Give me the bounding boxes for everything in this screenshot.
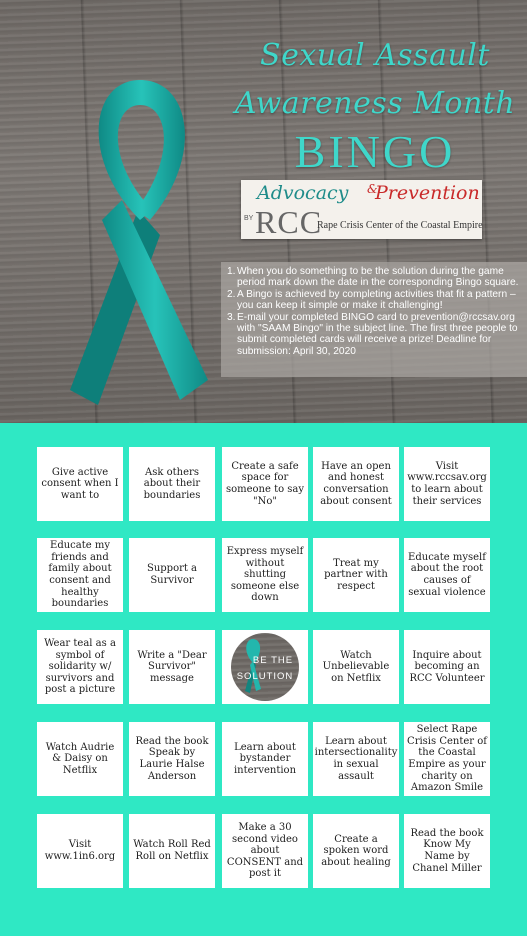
bingo-cell <box>129 814 215 888</box>
bingo-cell-text: Watch Roll Red Roll on Netflix <box>133 839 211 862</box>
logo-ampersand: & <box>367 182 378 196</box>
bingo-cell <box>313 722 399 796</box>
free-space-ribbon-icon <box>231 633 299 701</box>
bingo-cell-text: Select Rape Crisis Center of the Coastal Empire as your charity on Amazon Smile <box>407 724 487 794</box>
bingo-cell-text: Watch Audrie & Daisy on Netflix <box>45 741 115 776</box>
title-bingo: BINGO <box>294 126 456 177</box>
bingo-cell <box>37 814 123 888</box>
title-line-1: Sexual Assault <box>260 38 490 73</box>
bingo-cell <box>404 630 490 704</box>
logo-subtitle: Rape Crisis Center of the Coastal Empire <box>317 220 483 231</box>
bingo-cell <box>37 630 123 704</box>
bingo-cell-text: Educate my friends and family about consent and healthy boundaries <box>48 540 112 610</box>
bingo-cell <box>129 630 215 704</box>
instructions-box <box>221 262 527 377</box>
bingo-cell-text: Treat my partner with respect <box>324 557 388 592</box>
bingo-cell <box>222 814 308 888</box>
bingo-cell <box>129 722 215 796</box>
free-space-line-1: BE THE <box>252 655 294 666</box>
title-line-2: Awareness Month <box>234 86 516 121</box>
instruction-item: 2. A Bingo is achieved by completing activities that fit a pattern – you can keep it simple or make it challenging! <box>227 288 516 312</box>
bingo-cell <box>404 722 490 796</box>
instruction-item: 1. When you do something to be the solution during the game period mark down the date in the corresponding Bingo square. <box>227 266 519 289</box>
bingo-cell-text: Educate myself about the root causes of sexual violence <box>408 551 486 598</box>
bingo-cell-text: Make a 30 second video about CONSENT and post it <box>226 822 304 880</box>
bingo-grid <box>37 447 499 904</box>
bingo-cell-text: Learn about bystander intervention <box>233 741 297 776</box>
bingo-cell-text: Support a Survivor <box>146 563 198 586</box>
free-space-line-2: SOLUTION <box>236 671 294 682</box>
bingo-cell-text: Create a safe space for someone to say "No" <box>225 460 305 507</box>
bingo-cell <box>313 538 399 612</box>
bingo-cell-text: Give active consent when I want to <box>41 466 119 501</box>
bingo-cell <box>404 447 490 521</box>
bingo-cell <box>313 630 399 704</box>
bingo-cell-text: Read the book Know My Name by Chanel Miller <box>410 827 484 874</box>
bingo-cell-text: Read the book Speak by Laurie Halse Anderson <box>135 735 209 782</box>
bingo-cell <box>37 538 123 612</box>
bingo-cell <box>129 447 215 521</box>
instruction-item: 3. E-mail your completed BINGO card to prevention@rccsav.org with "SAAM Bingo" in the subject line. The first three people to submit completed cards will receive a prize! Deadline for submission: April 30, 2020 <box>227 311 518 357</box>
bingo-cell-text: Inquire about becoming an RCC Volunteer <box>409 649 485 684</box>
bingo-cell <box>222 722 308 796</box>
bingo-cell-text: Express myself without shutting someone else down <box>226 546 304 604</box>
logo-prevention: Prevention <box>375 182 480 204</box>
bingo-cell-text: Have an open and honest conversation about consent <box>320 460 392 507</box>
bingo-cell <box>37 447 123 521</box>
bingo-cell-text: Create a spoken word about healing <box>321 833 391 868</box>
bingo-cell-text: Write a "Dear Survivor" message <box>137 649 207 684</box>
bingo-cell <box>313 814 399 888</box>
bingo-free-space <box>222 630 308 704</box>
logo-by: BY <box>244 215 254 222</box>
bingo-cell-text: Wear teal as a symbol of solidarity w/ survivors and post a picture <box>44 638 116 696</box>
bingo-cell-text: Watch Unbelievable on Netflix <box>322 649 390 684</box>
teal-ribbon-icon <box>40 60 240 420</box>
bingo-cell-text: Visit www.1in6.org <box>44 839 116 862</box>
bingo-cell <box>129 538 215 612</box>
logo-advocacy: Advocacy <box>257 182 349 204</box>
bingo-cell <box>222 447 308 521</box>
bingo-cell <box>222 538 308 612</box>
bingo-cell-text: Visit www.rccsav.org to learn about their services <box>407 460 487 507</box>
bingo-cell <box>404 814 490 888</box>
bingo-cell <box>404 538 490 612</box>
bingo-cell-text: Ask others about their boundaries <box>143 466 201 501</box>
bingo-cell-text: Learn about intersectionality in sexual assault <box>314 735 398 782</box>
bingo-cell <box>313 447 399 521</box>
hero-panel <box>0 0 527 423</box>
bingo-cell <box>37 722 123 796</box>
logo-rcc: RCC <box>255 204 323 240</box>
advocacy-prevention-logo <box>241 180 482 239</box>
